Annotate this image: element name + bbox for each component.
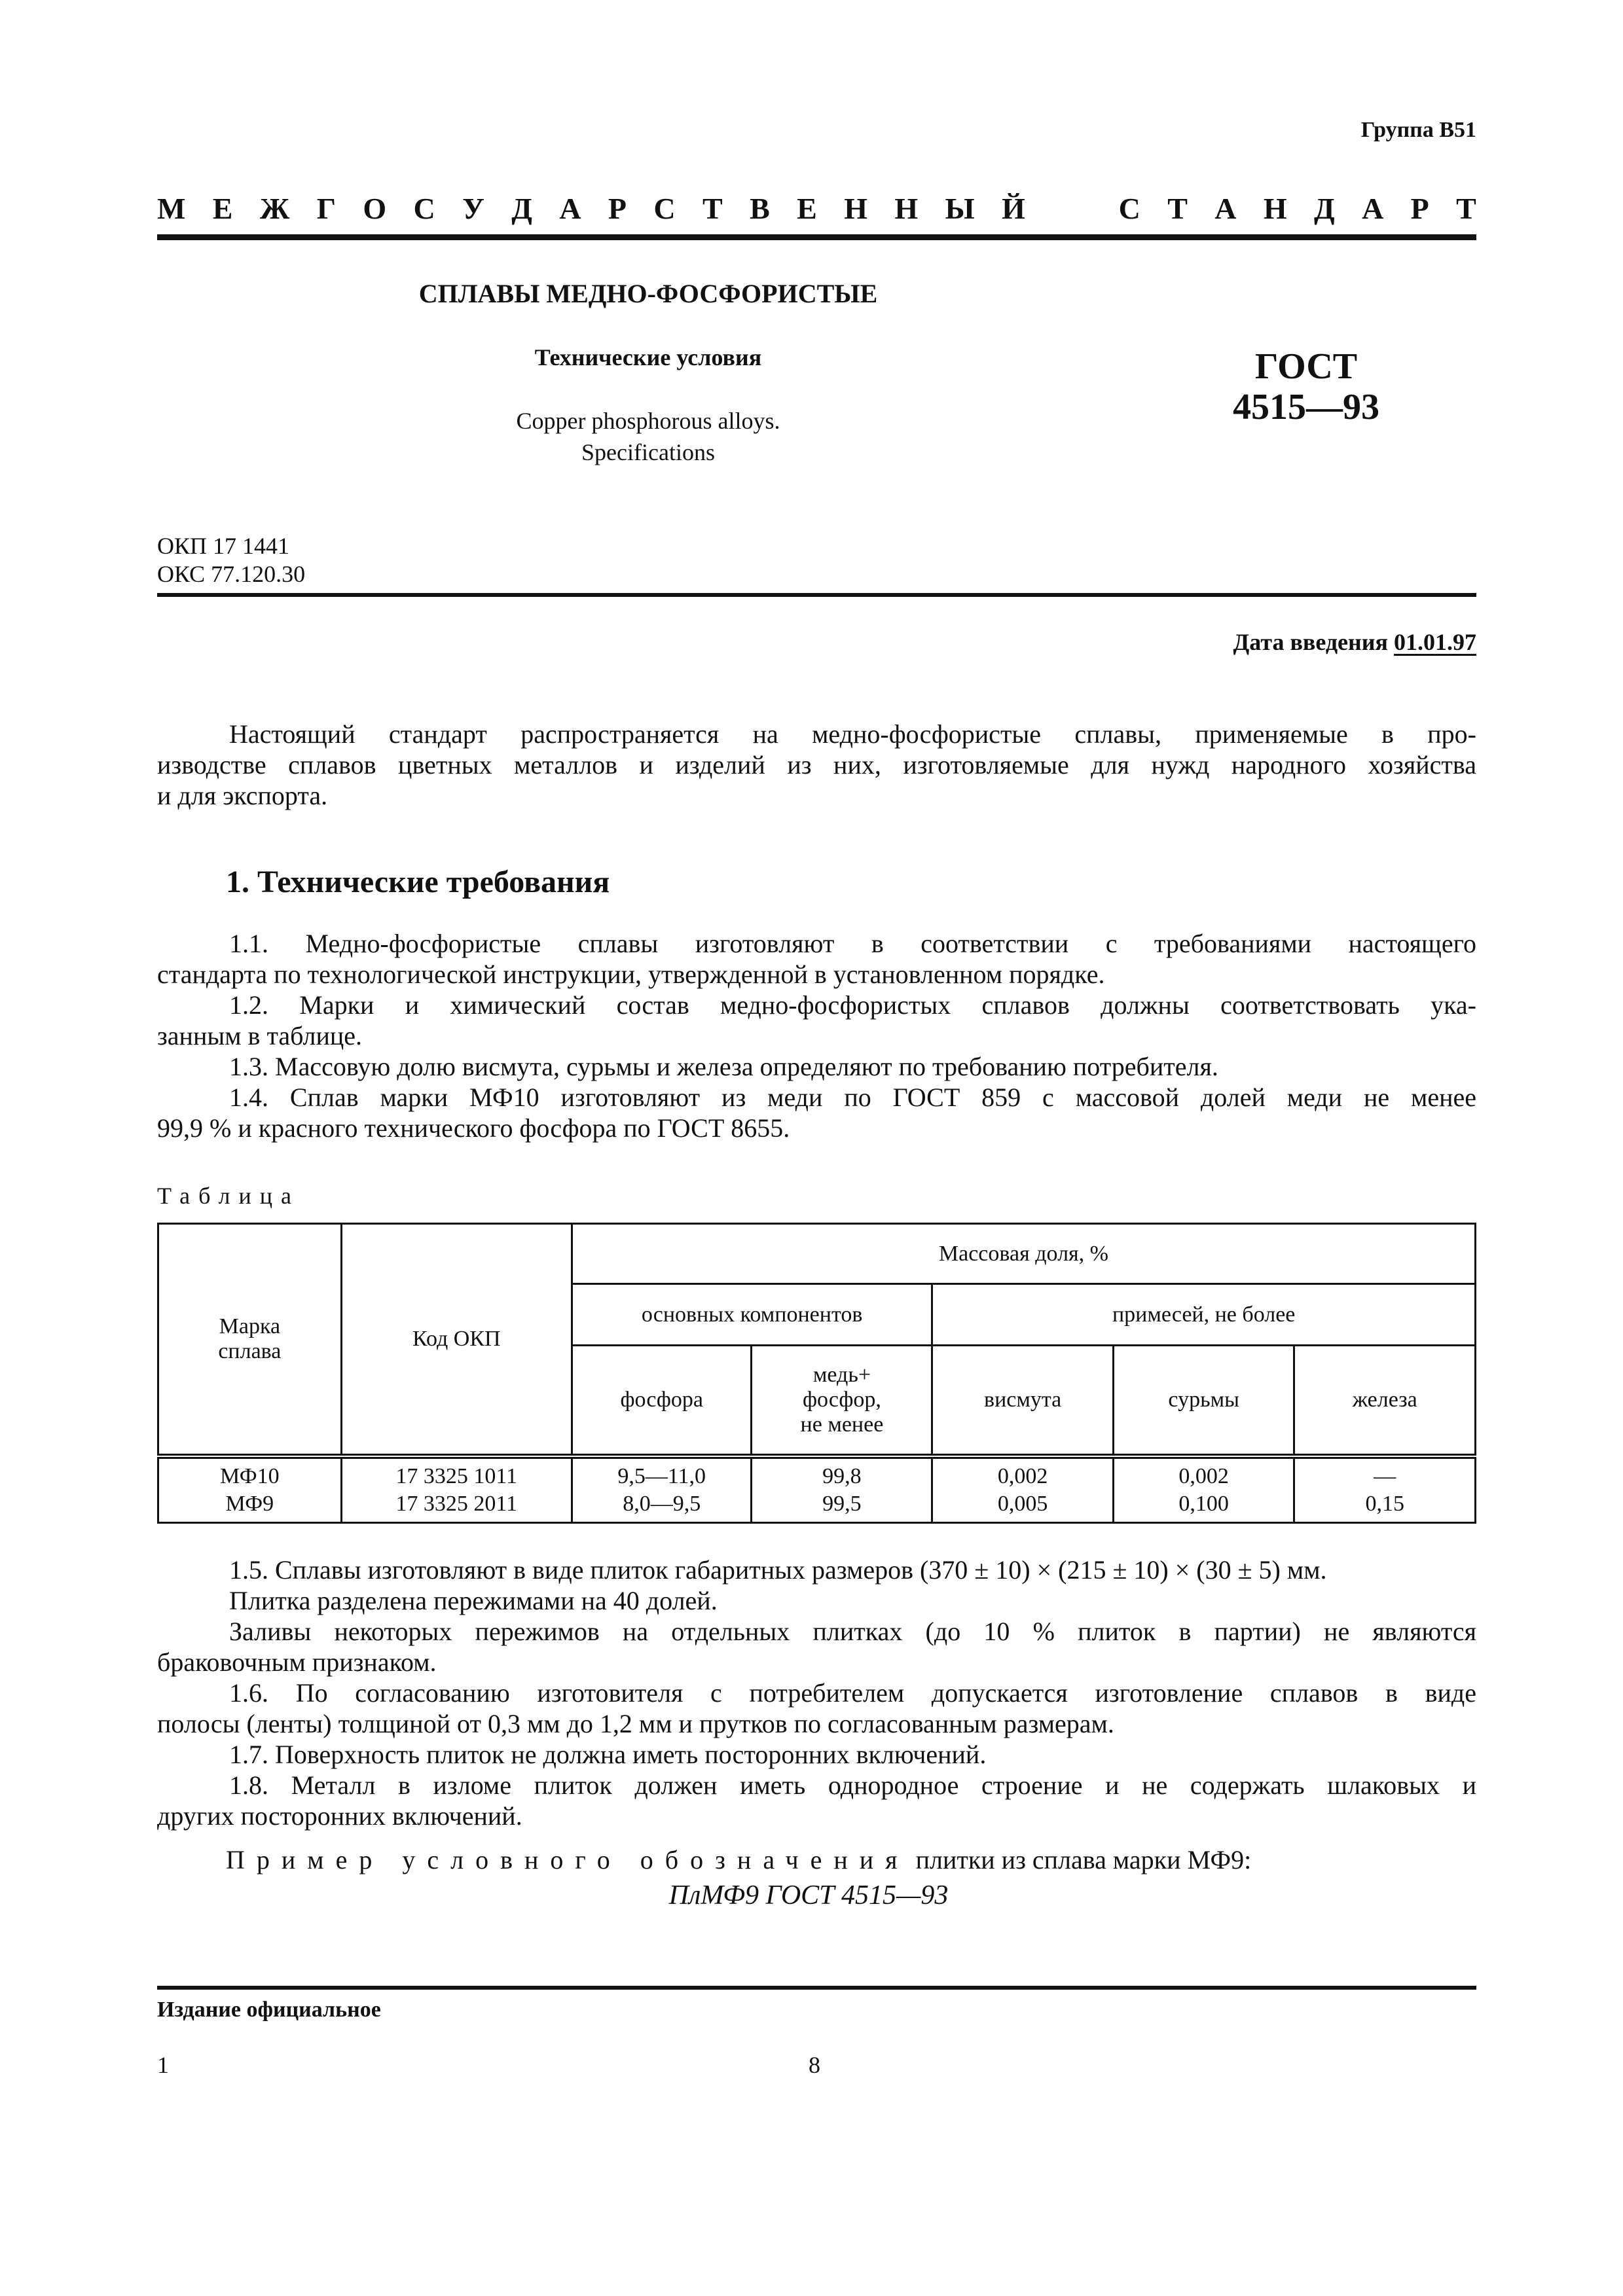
document-title: СПЛАВЫ МЕДНО-ФОСФОРИСТЫЕ [418, 279, 878, 308]
banner-letter: С [653, 191, 676, 225]
group-label: Группа В51 [1360, 118, 1476, 142]
scope-line-3: и для экспорта. [157, 781, 328, 810]
english-title-line1: Copper phosphorous alloys. [516, 408, 780, 434]
banner-letter: Д [511, 191, 532, 225]
banner-letter: Д [1314, 191, 1335, 225]
okp-code: ОКП 17 1441 [157, 533, 290, 559]
okp-value: 17 3325 2011 [395, 1492, 518, 1516]
header-bismuth: висмута [932, 1346, 1114, 1457]
iron-value: — [1374, 1464, 1396, 1488]
banner-letter: Й [1002, 191, 1025, 225]
banner-letter: В [750, 191, 770, 225]
banner-rule [157, 234, 1476, 240]
scope-line-2: изводстве сплавов цветных металлов и изделий из них, изготовляемые для нужд народного хозяйства [157, 750, 1476, 780]
introduction-date-value: 01.01.97 [1394, 629, 1476, 655]
banner-letter: А [1362, 191, 1384, 225]
table-caption: Таблица [157, 1183, 300, 1209]
header-copper-phosphorus: медь+ фосфор, не менее [752, 1346, 932, 1457]
banner-letter: А [1214, 191, 1237, 225]
header-iron: железа [1294, 1346, 1476, 1457]
bismuth-value: 0,002 [997, 1464, 1048, 1488]
grade-value: МФ9 [225, 1492, 274, 1516]
header-antimony: сурьмы [1113, 1346, 1294, 1457]
section-heading: 1. Технические требования [226, 865, 610, 899]
banner-letter: Р [608, 191, 627, 225]
clause-line: 1.1. Медно-фосфористые сплавы изготовляют в соответствии с требованиями настоящего [229, 929, 1476, 958]
header-mass-fraction: Массовая доля, % [572, 1224, 1475, 1284]
cell-phosphorus [572, 1456, 752, 1523]
okp-value: 17 3325 1011 [395, 1464, 518, 1488]
banner-letter: Р [1410, 191, 1429, 225]
banner-letter: Т [1456, 191, 1476, 225]
gost-number: 4515—93 [1233, 387, 1379, 427]
gost-label: ГОСТ [1254, 346, 1358, 387]
scope-line-1 [157, 719, 1476, 749]
copper-phosphorus-value: 99,5 [822, 1492, 862, 1516]
banner-letter: Н [1263, 191, 1287, 225]
clause-line: других посторонних включений. [157, 1801, 522, 1831]
designation-example-rest: плитки из сплава марки МФ9: [909, 1845, 1252, 1874]
header-okp-code: Код ОКП [341, 1224, 572, 1457]
phosphorus-value: 8,0—9,5 [623, 1492, 701, 1516]
clause-line: 1.6. По согласованию изготовителя с потребителем допускается изготовление сплавов в виде [229, 1678, 1476, 1708]
antimony-value: 0,100 [1178, 1492, 1229, 1516]
header-main-components: основных компонентов [572, 1284, 932, 1346]
clause-line: 99,9 % и красного технического фосфора по ГОСТ 8655. [157, 1113, 790, 1143]
cell-copper-phosphorus [752, 1456, 932, 1523]
clause-line: 1.5. Сплавы изготовляют в виде плиток габаритных размеров (370 ± 10) × (215 ± 10) × (30 ± 5) мм. [229, 1555, 1327, 1585]
banner-letter: Т [702, 191, 723, 225]
banner-letter: Е [797, 191, 817, 225]
cell-okp [341, 1456, 572, 1523]
clause-line: 1.7. Поверхность плиток не должна иметь посторонних включений. [229, 1740, 987, 1769]
banner-letter: Н [844, 191, 867, 225]
clause-line: 1.4. Сплав марки МФ10 изготовляют из меди по ГОСТ 859 с массовой долей меди не менее [229, 1083, 1476, 1112]
banner-letter: М [157, 191, 186, 225]
banner-letter: Т [1167, 191, 1188, 225]
alloy-composition-table [157, 1223, 1476, 1524]
document-subtitle: Технические условия [534, 344, 762, 370]
clause-line: Заливы некоторых пережимов на отдельных плитках (до 10 % плиток в партии) не являются [229, 1617, 1476, 1646]
codes-rule [157, 593, 1476, 597]
oks-code: ОКС 77.120.30 [157, 561, 306, 587]
official-edition-label: Издание официальное [157, 1998, 381, 2022]
footer-rule [157, 1986, 1476, 1990]
phosphorus-value: 9,5—11,0 [617, 1464, 706, 1488]
cell-grade [158, 1456, 342, 1523]
designation-example-label [226, 1844, 1251, 1875]
cell-antimony [1113, 1456, 1294, 1523]
banner-letter: Е [212, 191, 233, 225]
banner-letter: Ы [945, 191, 975, 225]
introduction-date-label: Дата введения [1233, 629, 1388, 655]
cell-iron [1294, 1456, 1476, 1523]
page-marker-left: 1 [157, 2052, 169, 2078]
header-phosphorus: фосфора [572, 1346, 752, 1457]
interstate-standard-banner [157, 188, 1476, 228]
header-grade: Марка сплава [158, 1224, 342, 1457]
banner-letter: Г [316, 191, 336, 225]
banner-letter: О [363, 191, 387, 225]
clause-line: браковочным признаком. [157, 1647, 437, 1677]
clause-line: полосы (ленты) толщиной от 0,3 мм до 1,2 мм и прутков по согласованным размерам. [157, 1709, 1114, 1738]
clause-line: 1.3. Массовую долю висмута, сурьмы и железа определяют по требованию потребителя. [229, 1052, 1218, 1081]
grade-value: МФ10 [220, 1464, 280, 1488]
banner-letter: Ж [259, 191, 290, 225]
clause-line: 1.2. Марки и химический состав медно-фосфористых сплавов должны соответствовать ука- [229, 990, 1476, 1020]
designation-example-spaced: Пример условного обозначения [226, 1845, 909, 1874]
copper-phosphorus-value: 99,8 [822, 1464, 862, 1488]
clause-line: 1.8. Металл в изломе плиток должен иметь однородное строение и не содержать шлаковых и [229, 1770, 1476, 1800]
scope-line-1-text: Настоящий стандарт распространяется на медно-фосфористые сплавы, применяемые в про- [229, 719, 1476, 749]
clause-line: стандарта по технологической инструкции, утвержденной в установленном порядке. [157, 960, 1105, 989]
banner-letter: С [413, 191, 435, 225]
page-number: 8 [809, 2052, 820, 2078]
banner-letter: С [1118, 191, 1140, 225]
banner-letter: Н [894, 191, 919, 225]
banner-letter: У [462, 191, 484, 225]
iron-value: 0,15 [1365, 1492, 1404, 1516]
clause-line: Плитка разделена пережимами на 40 долей. [229, 1586, 718, 1615]
introduction-date [1233, 628, 1477, 656]
banner-letter: А [559, 191, 581, 225]
antimony-value: 0,002 [1178, 1464, 1229, 1488]
cell-bismuth [932, 1456, 1114, 1523]
table-data-row [158, 1456, 1476, 1523]
header-impurities: примесей, не более [932, 1284, 1476, 1346]
designation-example: ПлМФ9 ГОСТ 4515—93 [668, 1880, 949, 1910]
english-title-line2: Specifications [581, 439, 715, 465]
clause-line: занным в таблице. [157, 1021, 363, 1050]
bismuth-value: 0,005 [997, 1492, 1048, 1516]
